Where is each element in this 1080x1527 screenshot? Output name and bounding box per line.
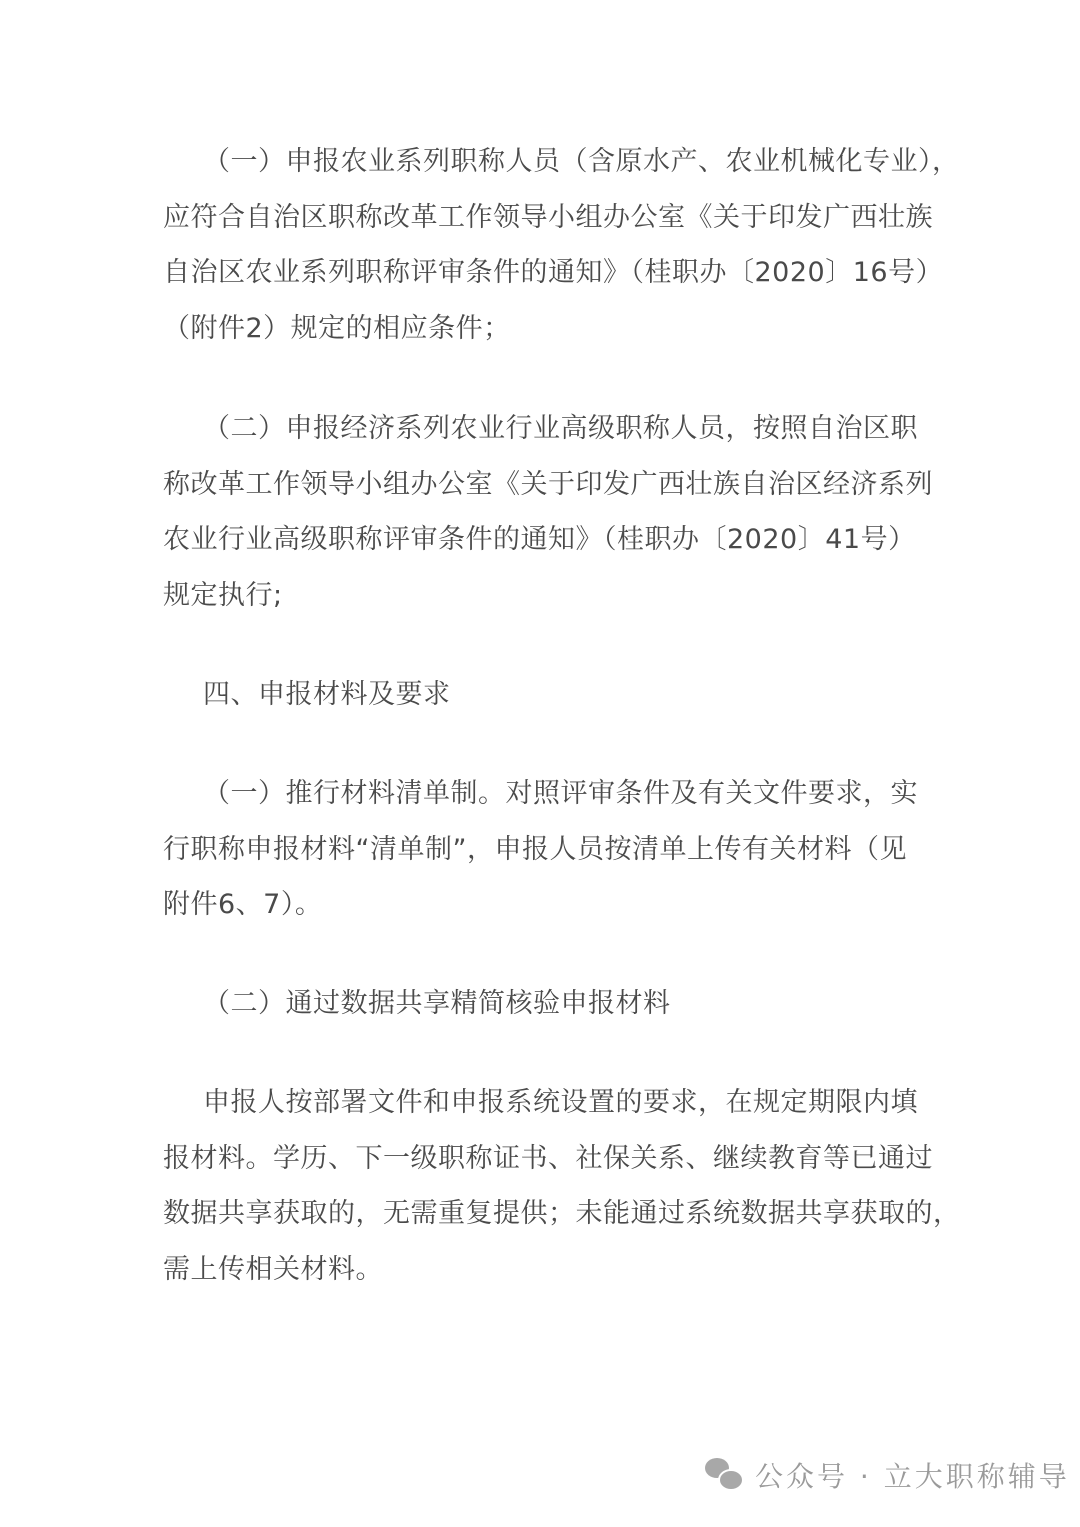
subheading: （二）通过数据共享精简核验申报材料 bbox=[203, 988, 671, 1019]
watermark-text: 公众号 · 立大职称辅导 bbox=[755, 1460, 1070, 1493]
text-line: 附件6、7）。 bbox=[163, 889, 323, 920]
wechat-icon bbox=[705, 1458, 745, 1492]
watermark bbox=[705, 1455, 1070, 1495]
section-heading-materials bbox=[163, 667, 923, 723]
paragraph-agriculture-series bbox=[163, 134, 960, 356]
subheading-data-sharing bbox=[163, 976, 923, 1032]
text-line: （一）推行材料清单制。对照评审条件及有关文件要求，实 bbox=[203, 778, 918, 809]
text-line: 申报人按部署文件和申报系统设置的要求，在规定期限内填 bbox=[203, 1087, 918, 1118]
text-line: 称改革工作领导小组办公室《关于印发广西壮族自治区经济系列 bbox=[163, 468, 933, 500]
text-line: （二）申报经济系列农业行业高级职称人员，按照自治区职 bbox=[203, 413, 918, 444]
paragraph-data-sharing bbox=[163, 1075, 961, 1297]
text-line: 自治区农业系列职称评审条件的通知》（桂职办〔2020〕16号） bbox=[163, 257, 944, 288]
text-line: 农业行业高级职称评审条件的通知》（桂职办〔2020〕41号） bbox=[163, 524, 916, 555]
text-line: 报材料。学历、下一级职称证书、社保关系、继续教育等已通过 bbox=[163, 1142, 933, 1174]
text-line: 规定执行; bbox=[163, 579, 283, 611]
text-line: （附件2）规定的相应条件； bbox=[163, 312, 511, 344]
text-line: 行职称申报材料“清单制”，申报人员按清单上传有关材料（见 bbox=[163, 833, 907, 865]
text-line: 数据共享获取的，无需重复提供；未能通过系统数据共享获取的， bbox=[163, 1198, 961, 1229]
text-line: （一）申报农业系列职称人员（含原水产、农业机械化专业）， bbox=[203, 146, 960, 177]
paragraph-checklist bbox=[163, 766, 923, 933]
text-line: 应符合自治区职称改革工作领导小组办公室《关于印发广西壮族 bbox=[163, 201, 933, 233]
section-heading: 四、申报材料及要求 bbox=[203, 679, 451, 710]
text-line: 需上传相关材料。 bbox=[163, 1253, 383, 1285]
paragraph-economic-series bbox=[163, 401, 933, 623]
